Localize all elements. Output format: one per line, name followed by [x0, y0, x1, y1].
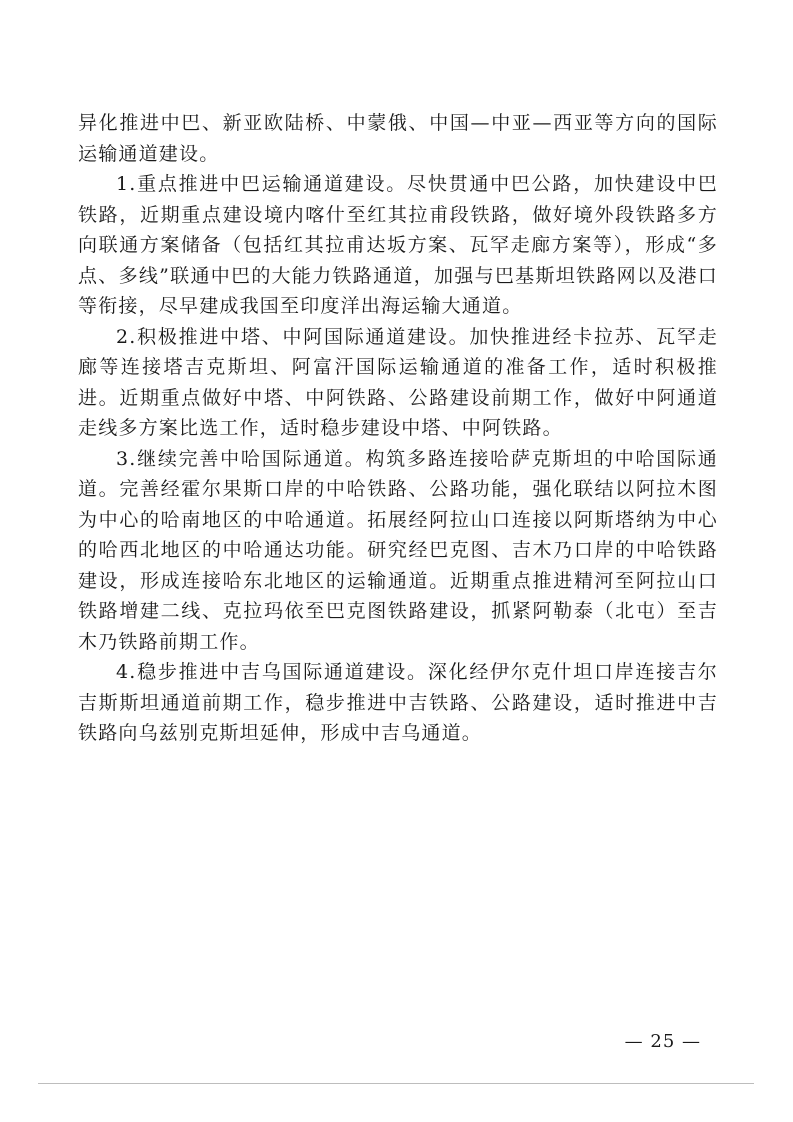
paragraph-4: 3.继续完善中哈国际通道。构筑多路连接哈萨克斯坦的中哈国际通道。完善经霍尔果斯口岸的中哈铁路、公路功能，强化联结以阿拉木图为中心的哈南地区的中哈通道。拓展经阿拉山口连接以阿斯塔纳为中心的哈西北地区的中哈通达功能。研究经巴克图、吉木乃口岸的中哈铁路建设，形成连接哈东北地区的运输通道。近期重点推进精河至阿拉山口铁路增建二线、克拉玛依至巴克图铁路建设，抓紧阿勒泰（北屯）至吉木乃铁路前期工作。 — [78, 447, 718, 653]
paragraph-2: 1.重点推进中巴运输通道建设。尽快贯通中巴公路，加快建设中巴铁路，近期重点建设境内喀什至红其拉甫段铁路，做好境外段铁路多方向联通方案储备（包括红其拉甫达坂方案、瓦罕走廊方案等），形成“多点、多线”联通中巴的大能力铁路通道，加强与巴基斯坦铁路网以及港口等衔接，尽早建成我国至印度洋出海运输大通道。 — [78, 173, 718, 317]
body-text — [78, 108, 718, 749]
paragraph-5: 4.稳步推进中吉乌国际通道建设。深化经伊尔克什坦口岸连接吉尔吉斯斯坦通道前期工作，稳步推进中吉铁路、公路建设，适时推进中吉铁路向乌兹别克斯坦延伸，形成中吉乌通道。 — [78, 661, 718, 744]
paragraph-3: 2.积极推进中塔、中阿国际通道建设。加快推进经卡拉苏、瓦罕走廊等连接塔吉克斯坦、阿富汗国际运输通道的准备工作，适时积极推进。近期重点做好中塔、中阿铁路、公路建设前期工作，做好中阿通道走线多方案比选工作，适时稳步建设中塔、中阿铁路。 — [78, 325, 718, 439]
footer-divider — [38, 1083, 754, 1084]
page-number: — 25 — — [624, 1031, 701, 1052]
paragraph-1: 异化推进中巴、新亚欧陆桥、中蒙俄、中国—中亚—西亚等方向的国际运输通道建设。 — [78, 112, 718, 165]
